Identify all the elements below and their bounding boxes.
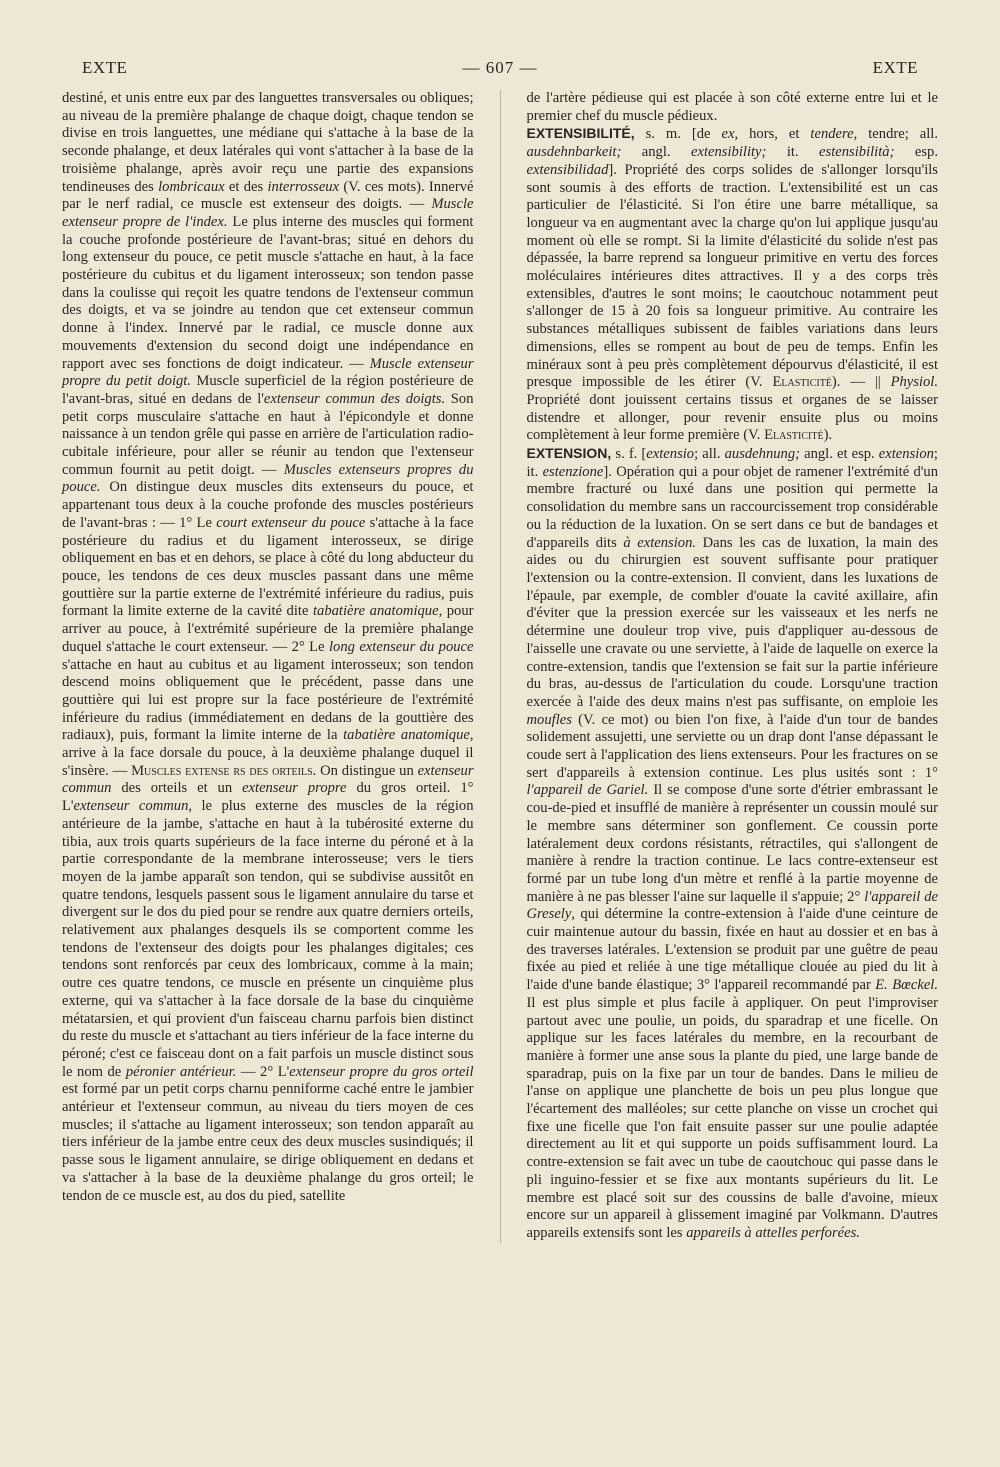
italic-run: Muscle extenseur propre du petit doigt. bbox=[62, 355, 474, 390]
text-run: ]. Opération qui a pour objet de ramener l'extrémité d'un membre fracturé ou luxé dans une position qui permette la consolidation du membre sans un raccourcissement trop considérable ou la réduction de la luxation. On se sert dans ce but de bandages et d'appareils dits bbox=[526, 463, 939, 551]
text-run: de l'artère pédieuse qui est placée à son côté externe entre lui et le premier chef du muscle pédieux. bbox=[526, 90, 938, 124]
italic-run: extenseur commun bbox=[62, 762, 474, 797]
text-run: ). bbox=[823, 427, 833, 444]
running-header bbox=[62, 58, 938, 88]
text-run: Il se compose d'une sorte d'étrier embrassant le cou-de-pied et insufflé de manière à représenter un coussin moulé sur le membre sans déterminer son gonflement. Ce coussin porte latéralement deux cordons résistants, rétractiles, qui s'allongent de manière à rendre la traction continue. Le lacs contre-extenseur est formé par un tube long d'un mètre et renflé à la partie moyenne de manière à ne pas blesser l'aine sur laquelle il s'appuie; 2° bbox=[526, 782, 938, 905]
italic-run: tendere bbox=[810, 126, 854, 143]
text-run: Propriété dont jouissent certains tissus et organes de se laisser distendre et allonger, pour revenir ensuite plus ou moins complètement à leur forme première (V. bbox=[526, 391, 938, 444]
italic-run: lombricaux bbox=[158, 178, 225, 195]
text-run: , pour arriver au pouce, à l'extrémité supérieure de la première phalange duquel s'attache le court extenseur. — 2° Le bbox=[62, 603, 474, 655]
text-run: , arrive à la face dorsale du pouce, à la deuxième phalange duquel il s'insère. — bbox=[62, 727, 474, 779]
column-divider bbox=[500, 90, 501, 1243]
italic-run: à extension. bbox=[623, 534, 697, 551]
italic-run: estensibilità; bbox=[819, 144, 895, 161]
text-run: s. f. [ bbox=[611, 446, 647, 463]
text-run: et des bbox=[224, 178, 268, 195]
text-run: s. m. [de bbox=[634, 126, 722, 143]
italic-run: ausdehnbarkeit; bbox=[526, 144, 622, 161]
page-number: — 607 — bbox=[462, 58, 538, 77]
header-right-keyword: EXTE bbox=[872, 58, 918, 77]
italic-run: Muscle extenseur propre de l'index. bbox=[62, 196, 474, 230]
italic-run: estenzione bbox=[542, 463, 604, 480]
right-column bbox=[527, 90, 939, 1243]
italic-run: l'appareil de Gariel. bbox=[526, 782, 649, 799]
text-run: , tendre; all. bbox=[853, 126, 938, 143]
text-run: esp. bbox=[894, 144, 938, 161]
text-run: du gros orteil. 1° L' bbox=[62, 780, 474, 815]
text-run: s'attache à la face postérieure du radius et du ligament interosseux, se dirige obliquement en bas et en dehors, se place à côté du long abducteur du pouce, les tendons de ces deux muscles passant dans une même gouttière sur la partie externe de l'extrémité inférieure du radius, puis formant la limite externe de la cavité dite bbox=[62, 514, 474, 620]
text-run: Le plus interne des muscles qui forment la couche profonde postérieure de l'avant-bras; situé en dehors du long extenseur du pouce, ce petit muscle s'attache en haut, à la face postérieure du cubitus et du ligament interosseux; son tendon passe dans la coulisse qui reçoit les quatre tendons de l'extenseur commun des doigts, et va se joindre au tendon que cet extenseur commun donne à l'index. Innervé par le radial, ce muscle donne aux mouvements d'extension du second doigt une indépendance en rapport avec ses fonctions de doigt indicateur. — bbox=[62, 213, 474, 372]
italic-run: appareils à attelles perforées. bbox=[686, 1225, 860, 1241]
italic-run: extensibility; bbox=[691, 144, 767, 161]
text-run: On distingue un bbox=[316, 762, 418, 779]
text-run: s'attache en haut au cubitus et au ligament interosseux; son tendon descend moins obliquement que le précédent, passe dans une gouttière qui lui est propre sur la face postérieure de l'extrémité inférieure du radius (immédiatement en dedans de la gouttière des radiaux), puis, formant la limite interne de la bbox=[62, 656, 474, 744]
text-run: Dans les cas de luxation, la main des aides ou du chirurgien est souvent suffisante pour pratiquer l'extension ou la contre-extension. Il convient, dans les luxations de l'épaule, par exemple, de combler d'ouate la cavité axillaire, afin d'éviter que la pression exercée sur les vaisseaux et les nerfs ne détermine une douleur trop vive, puis d'appliquer au-dessous de l'aisselle une cravate ou une serviette, à l'aide de laquelle on exerce la contre-extension, tandis que l'extension se fait sur la partie inférieure du bras, au-dessus de l'articulation du coude. Lorsqu'une traction exercée à l'aide des deux mains n'est pas suffisante, on emploie les bbox=[526, 534, 938, 710]
continuation-paragraph bbox=[527, 90, 939, 125]
small-caps-run: Elasticité bbox=[772, 374, 832, 391]
text-columns bbox=[62, 90, 938, 1243]
italic-run: extenseur propre bbox=[242, 780, 347, 797]
text-run: ; it. bbox=[526, 446, 938, 480]
left-paragraph bbox=[62, 90, 474, 1205]
text-run: — 2° L' bbox=[236, 1063, 290, 1080]
italic-run: tabatière anatomique bbox=[312, 603, 439, 620]
text-run: (V. ce mot) ou bien l'on fixe, à l'aide d'un tour de bandes solidement assujetti, une serviette ou un drap dont l'anse dépassant le coude sert à l'application des liens extenseurs. Pour les fractures on se sert d'appareils à extension continue. Les plus usités sont : 1° bbox=[526, 711, 938, 781]
text-run: Il est plus simple et plus facile à appliquer. On peut l'improviser partout avec une poulie, un poids, du sparadrap et une ficelle. On applique sur les faces latérales du membre, en la recourbant de manière à former une anse sous la plante du pied, une large bande de sparadrap, puis on la fixe par un tour de bandes. Dans le milieu de l'anse on applique une planchette de bois un peu plus longue que l'écartement des malléoles; sur cette planche on visse un crochet qui fixe une ficelle que l'on fait ensuite passer sur une poulie adaptée directement au lit et qui supporte un poids suffisamment lourd. La contre-extension se fait avec un tube de caoutchouc qui passe dans le pli inguino-fessier et se fixe aux montants supérieurs du lit. Le membre est placé soit sur des coussins de balle d'avoine, mieux encore sur un appareil à glissement imaginé par Volkmann. D'autres appareils extensifs sont les bbox=[526, 994, 938, 1241]
left-column bbox=[62, 90, 474, 1205]
italic-run: extenseur commun des doigts. bbox=[263, 390, 446, 407]
italic-run: l'appareil de Gresely bbox=[526, 888, 938, 923]
italic-run: E. Bœckel. bbox=[875, 977, 938, 994]
text-run: est formé par un petit corps charnu penniforme caché entre le jambier antérieur et l'extenseur commun, au niveau du tiers moyen de ces muscles; il s'attache au ligament interosseux; son tendon apparaît au tiers inférieur de la jambe entre ceux des deux muscles susindiqués; il passe sous le ligament annulaire, se dirige obliquement en dedans et va s'attacher à la base de la deuxième phalange du gros orteil; le tendon de ce muscle est, au dos du pied, satellite bbox=[62, 1081, 474, 1204]
dictionary-entry bbox=[527, 445, 939, 1243]
header-left-keyword: EXTE bbox=[82, 58, 128, 77]
entry-headword: EXTENSION, bbox=[526, 445, 612, 462]
text-run: ). — || bbox=[831, 374, 891, 391]
dictionary-entry bbox=[527, 125, 939, 445]
italic-run: interrosseux bbox=[267, 178, 340, 195]
italic-run: extension bbox=[878, 446, 934, 463]
italic-run: ausdehnung; bbox=[724, 446, 800, 463]
text-run: , le plus externe des muscles de la région antérieure de la jambe, s'attache en haut à la tubérosité externe du tibia, aux trois quarts supérieurs de la face interne du péroné et à la partie correspondante de la membrane interosseuse; vers le tiers moyen de la jambe apparaît son tendon, qui se subdivise aussitôt en quatre tendons, lesquels passent sous le ligament annulaire du tarse et divergent sur le dos du pied pour se rendre aux quatre derniers orteils, relativement aux phalanges desquels ils se comportent comme les tendons de l'extenseur des doigts pour les phalanges digitales; ces tendons sont renforcés par ceux des lombricaux, comme à la main; outre ces quatre tendons, ce muscle en présente un cinquième plus externe, qui va s'attacher à la face dorsale de la base du cinquième métatarsien, et qui provient d'un faisceau charnu parfois bien distinct du reste du muscle et s'attachant au tiers inférieur de la face interne du péroné; c'est ce faisceau dont on a fait parfois un muscle distinct sous le nom de bbox=[62, 798, 474, 1080]
text-run: , hors, et bbox=[734, 126, 811, 143]
text-run: Son petit corps musculaire s'attache en haut à l'épicondyle et donne naissance à un tendon grêle qui passe en arrière de l'articulation radio-cubitale inférieure, pour aller se réunir au tendon que l'extenseur commun fournit au petit doigt. — bbox=[62, 390, 474, 478]
text-run: des orteils et un bbox=[111, 780, 243, 797]
italic-run: ex bbox=[721, 126, 735, 143]
text-run: ]. Propriété des corps solides de s'allonger lorsqu'ils sont soumis à des efforts de traction. L'extensibilité est un cas particulier de l'élasticité. Si l'on étire une barre métallique, sa longueur va en augmentant avec la charge qu'on lui applique jusqu'au moment où elle se rompt. Si la limite d'élasticité du solide n'est pas dépassée, la barre reprend sa longueur primitive en vertu des forces moléculaires intérieures dites attractives. Il y a des corps très extensibles, d'autres le sont moins; le caoutchouc notamment peut s'allonger de 15 à 20 fois sa longueur primitive. Au contraire les substances métalliques subissent de faibles variations dans leurs dimensions, elles se rompent au bout de peu de temps. Enfin les minéraux sont à peu près complètement dépourvus d'élasticité, il est presque impossible de les étirer (V. bbox=[526, 161, 938, 391]
italic-run: extensio bbox=[646, 446, 695, 463]
text-run: it. bbox=[766, 144, 820, 161]
entry-headword: EXTENSIBILITÉ, bbox=[526, 125, 635, 142]
text-run: (V. ces mots). Innervé par le nerf radial, ce muscle est extenseur des doigts. — bbox=[62, 178, 474, 213]
italic-run: moufles bbox=[526, 711, 572, 728]
italic-run: tabatière anatomique bbox=[343, 727, 470, 744]
text-run: angl. et esp. bbox=[800, 446, 879, 463]
text-run: , qui détermine la contre-extension à l'aide d'une ceinture de cuir maintenue autour du bassin, fixée en haut au dossier et en bas à des traverses latérales. L'extension se produit par une guêtre de peau fixée au pied et reliée à une tige métallique clouée au pied du lit à l'aide d'une bande élastique; 3° l'appareil recommandé par bbox=[526, 906, 938, 994]
small-caps-run: Muscles extense rs des orteils. bbox=[131, 762, 317, 779]
italic-run: extensibilidad bbox=[526, 161, 609, 178]
italic-run: Physiol. bbox=[890, 374, 938, 391]
text-run: On distingue deux muscles dits extenseurs du pouce, et appartenant tous deux à la couche profonde des muscles postérieurs de l'avant-bras : — 1° Le bbox=[62, 479, 474, 531]
text-run: Muscle superficiel de la région postérieure de l'avant-bras, situé en dedans de l' bbox=[62, 373, 474, 407]
italic-run: péronier antérieur. bbox=[125, 1063, 237, 1080]
italic-run: court extenseur du pouce bbox=[216, 514, 366, 531]
italic-run: extenseur commun bbox=[73, 798, 189, 815]
italic-run: long extenseur du pouce bbox=[328, 638, 474, 655]
text-run: ; all. bbox=[694, 446, 725, 463]
italic-run: extenseur propre du gros orteil bbox=[289, 1063, 474, 1080]
italic-run: Muscles extenseurs propres du pouce. bbox=[62, 461, 474, 496]
small-caps-run: Elasticité bbox=[764, 427, 824, 444]
text-run: destiné, et unis entre eux par des languettes transversales ou obliques; au niveau de la première phalange de chaque doigt, chaque tendon se divise en trois languettes, une médiane qui s'attache à la base de la seconde phalange, et deux latérales qui vont s'attacher à la base de la troisième phalange, après avoir reçu une partie des expansions tendineuses des bbox=[62, 90, 474, 195]
text-run: angl. bbox=[621, 144, 692, 161]
